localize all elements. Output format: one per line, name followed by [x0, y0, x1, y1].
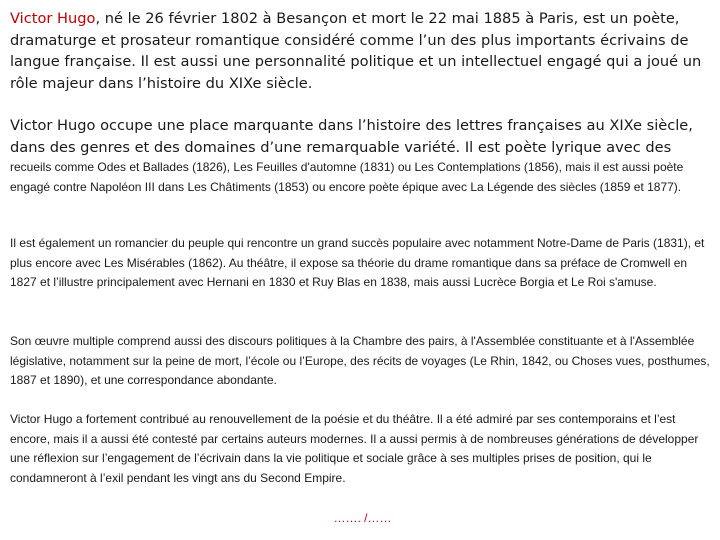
author-name: Victor Hugo — [10, 10, 96, 27]
paragraph-political-works: Son œuvre multiple comprend aussi des discours politiques à la Chambre des pairs, à l'Assemblée constituante et à l'Assemblée législative, notamment sur la peine de mort, l’école ou l’Europe, des récits de voyages (Le Rhin, 1842, ou Choses vues, posthumes, 1887 et 1890), et une correspondance abondante. — [10, 334, 710, 388]
paragraph-poetry-lead: Victor Hugo occupe une place marquante dans l’histoire des lettres françaises au XIXe siècle, dans des genres et des domaines d’une remarquable variété. Il est poète lyrique avec des — [10, 117, 693, 156]
paragraph-legacy: Victor Hugo a fortement contribué au renouvellement de la poésie et du théâtre. Il a été admiré par ses contemporains et l’est encore, mais il a aussi été contesté par certains auteurs modernes. Il a aussi permis à de nombreuses générations de développer une réflexion sur l’engagement de l’écrivain dans la vie politique et sociale grâce à ses multiples prises de position, qui le condamneront à l’exil pendant les vingt ans du Second Empire. — [10, 412, 699, 485]
paragraph-poetry-works: recueils comme Odes et Ballades (1826), Les Feuilles d'automne (1831) ou Les Contemplations (1856), mais il est aussi poète engagé contre Napoléon III dans Les Châtiments (1853) ou encore poète épique avec La Légende des siècles (1859 et 1877). — [10, 160, 684, 194]
paragraph-intro — [10, 8, 712, 94]
paragraph-novels-theatre: Il est également un romancier du peuple qui rencontre un grand succès populaire avec notamment Notre-Dame de Paris (1831), et plus encore avec Les Misérables (1862). Au théâtre, il expose sa théorie du drame romantique dans sa préface de Cromwell en 1827 et l’illustre principalement avec Hernani en 1830 et Ruy Blas en 1838, mais aussi Lucrèce Borgia et Le Roi s'amuse. — [10, 236, 705, 290]
intro-text: , né le 26 février 1802 à Besançon et mort le 22 mai 1885 à Paris, est un poète, dramaturge et prosateur romantique considéré comme l’un des plus importants écrivains de langue française. Il est aussi une personnalité politique et un intellectuel engagé qui a joué un rôle majeur dans l’histoire du XIXe siècle. — [10, 10, 702, 92]
continuation-marker: ……. /…… — [333, 511, 392, 525]
